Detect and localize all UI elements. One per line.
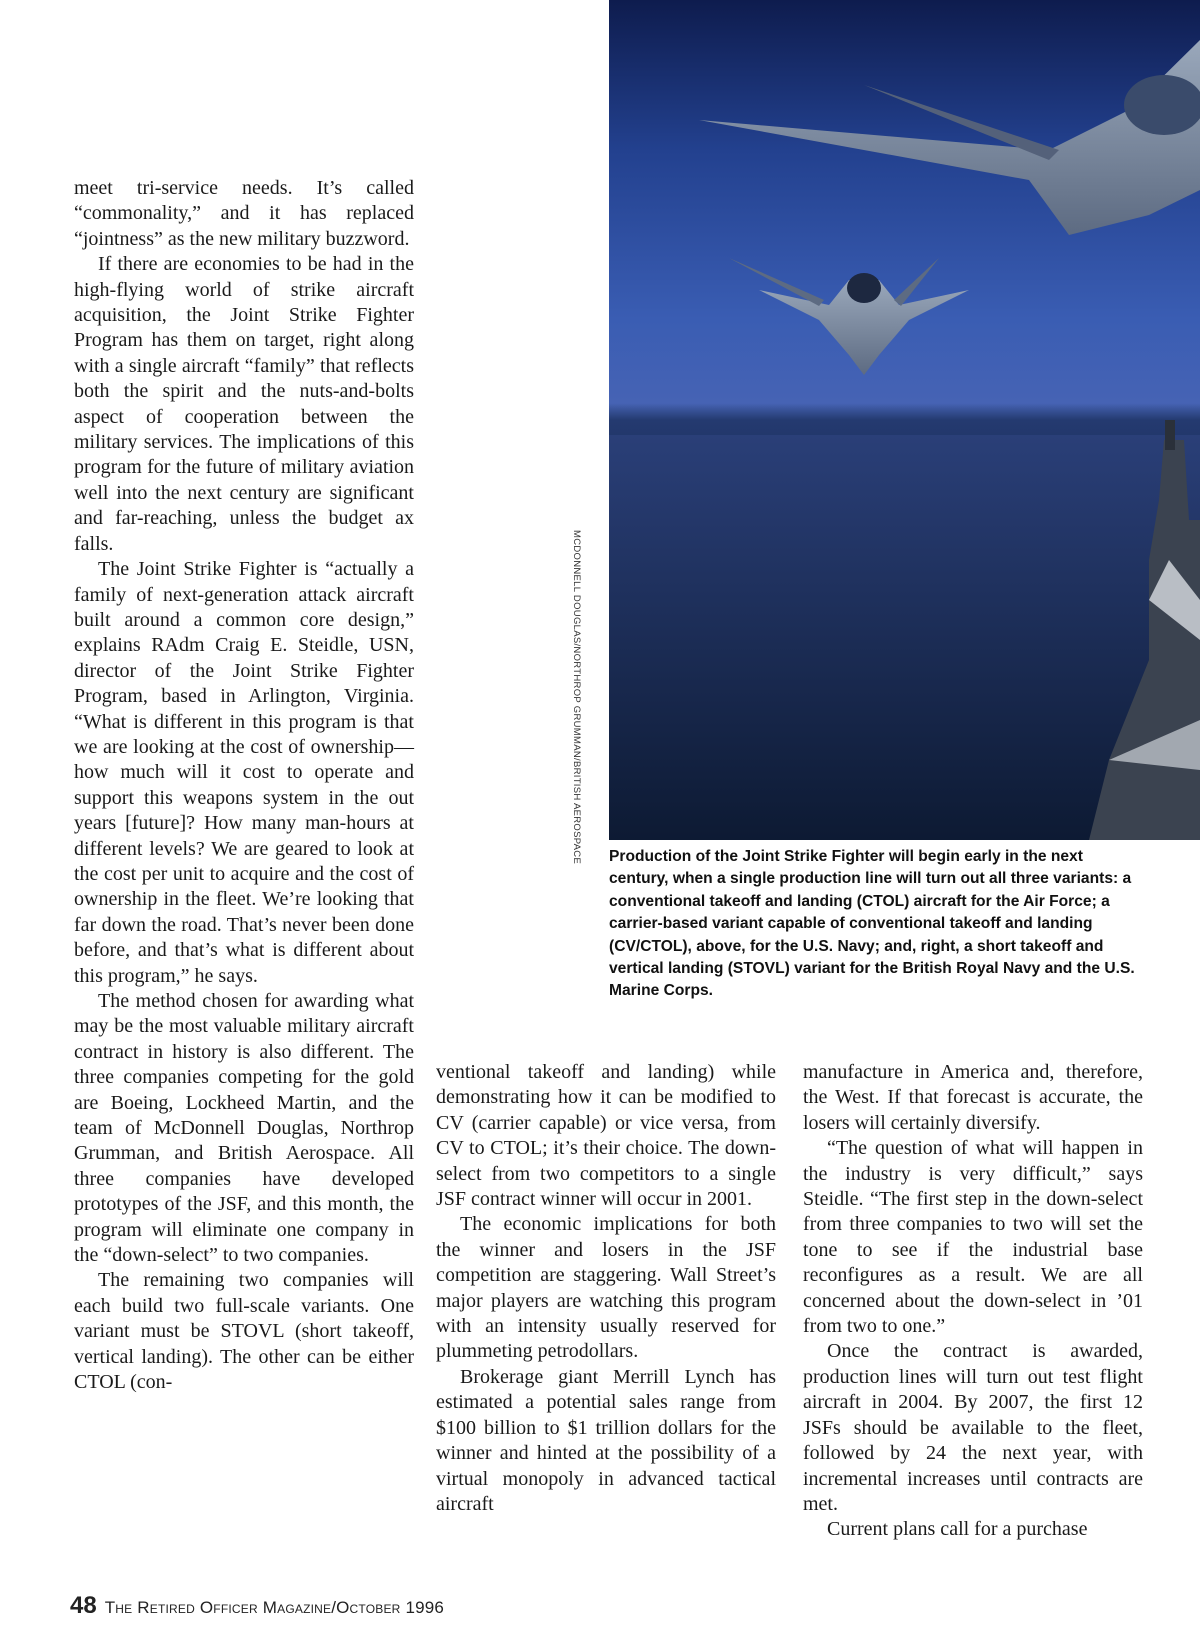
paragraph: Current plans call for a purchase [827, 1518, 1088, 1541]
running-title: The Retired Officer Magazine/October 1996 [104, 1598, 445, 1617]
photo-credit: MCDONNELL DOUGLAS/NORTHROP GRUMMAN/BRITISH AEROSPACE [571, 530, 582, 865]
paragraph: If there are economies to be had in the high-flying world of strike aircraft acquisition, the Joint Strike Fighter Program has them on target, right along with a single aircraft “family” that reflects both the spirit and the nuts-and-bolts aspect of cooperation between the military services. The implications of this program for the future of military aviation well into the next century are significant and far-reaching, unless the budget ax falls. [74, 253, 414, 555]
paragraph: The economic implications for both the winner and losers in the JSF competition are staggering. Wall Street’s major players are watching this program with an intensity usually reserved for plummeting petrodollars. [436, 1213, 776, 1363]
paragraph: Brokerage giant Merrill Lynch has estimated a potential sales range from $100 billion to $1 trillion dollars for the winner and hinted at the possibility of a virtual monopoly in advanced tactical aircraft [436, 1365, 776, 1515]
photo-caption: Production of the Joint Strike Fighter will begin early in the next century, when a single production line will turn out all three variants: a conventional takeoff and landing (CTOL) aircraft for the Air Force; a carrier-based variant capable of conventional takeoff and landing (CV/CTOL), above, for the U.S. Navy; and, right, a short takeoff and vertical landing (STOVL) variant for the British Royal Navy and the U.S. Marine Corps. [609, 848, 1135, 1000]
small-jet [729, 258, 969, 375]
article-column-2 [436, 1060, 776, 1517]
paragraph: meet tri-service needs. It’s called “commonality,” and it has replaced “jointness” as the new military buzzword. [74, 177, 414, 250]
page-number: 48 [70, 1592, 97, 1619]
paragraph: The remaining two companies will each build two full-scale variants. One variant must be STOVL (short takeoff, vertical landing). The other can be either CTOL (con- [74, 1269, 414, 1394]
large-jet [699, 40, 1200, 235]
paragraph: The method chosen for awarding what may be the most valuable military aircraft contract in history is also different. The three companies competing for the gold are Boeing, Lockheed Martin, and the team of McDonnell Douglas, Northrop Grumman, and British Aerospace. All three companies have developed prototypes of the JSF, and this month, the program will eliminate one company in the “down-select” to two companies. [74, 990, 414, 1267]
paragraph: ventional takeoff and landing) while demonstrating how it can be modified to CV (carrier capable) or vice versa, from CV to CTOL; it’s their choice. The down-select from two competitors to a single JSF contract winner will occur in 2001. [436, 1061, 776, 1211]
article-column-3 [803, 1060, 1143, 1543]
paragraph: manufacture in America and, therefore, the West. If that forecast is accurate, the losers will certainly diversify. [803, 1061, 1143, 1134]
page-footer [70, 1592, 444, 1620]
paragraph: The Joint Strike Fighter is “actually a family of next-generation attack aircraft built around a common core design,” explains RAdm Craig E. Steidle, USN, director of the Joint Strike Fighter Program, based in Arlington, Virginia. “What is different in this program is that we are looking at the cost of ownership—how much will it cost to operate and support this weapons system in the out years [future]? How many man-hours at different levels? We are geared to look at the cost per unit to acquire and the cost of ownership in the fleet. We’re looking that far down the road. That’s never been done before, and that’s what is different about this program,” he says. [74, 558, 414, 987]
article-column-1 [74, 176, 414, 1396]
paragraph: Once the contract is awarded, production lines will turn out test flight aircraft in 2004. By 2007, the first 12 JSFs should be available to the fleet, followed by 24 the next year, with incremental increases until contracts are met. [803, 1340, 1143, 1515]
aircraft-over-sea-illustration [609, 0, 1200, 840]
paragraph: “The question of what will happen in the industry is very difficult,” says Steidle. “The first step in the down-select from three companies to two will set the tone to see if the industrial base reconfigures as a result. We are all concerned about the down-select in ’01 from two to one.” [803, 1137, 1143, 1338]
jsf-aircraft-photo [609, 0, 1200, 840]
